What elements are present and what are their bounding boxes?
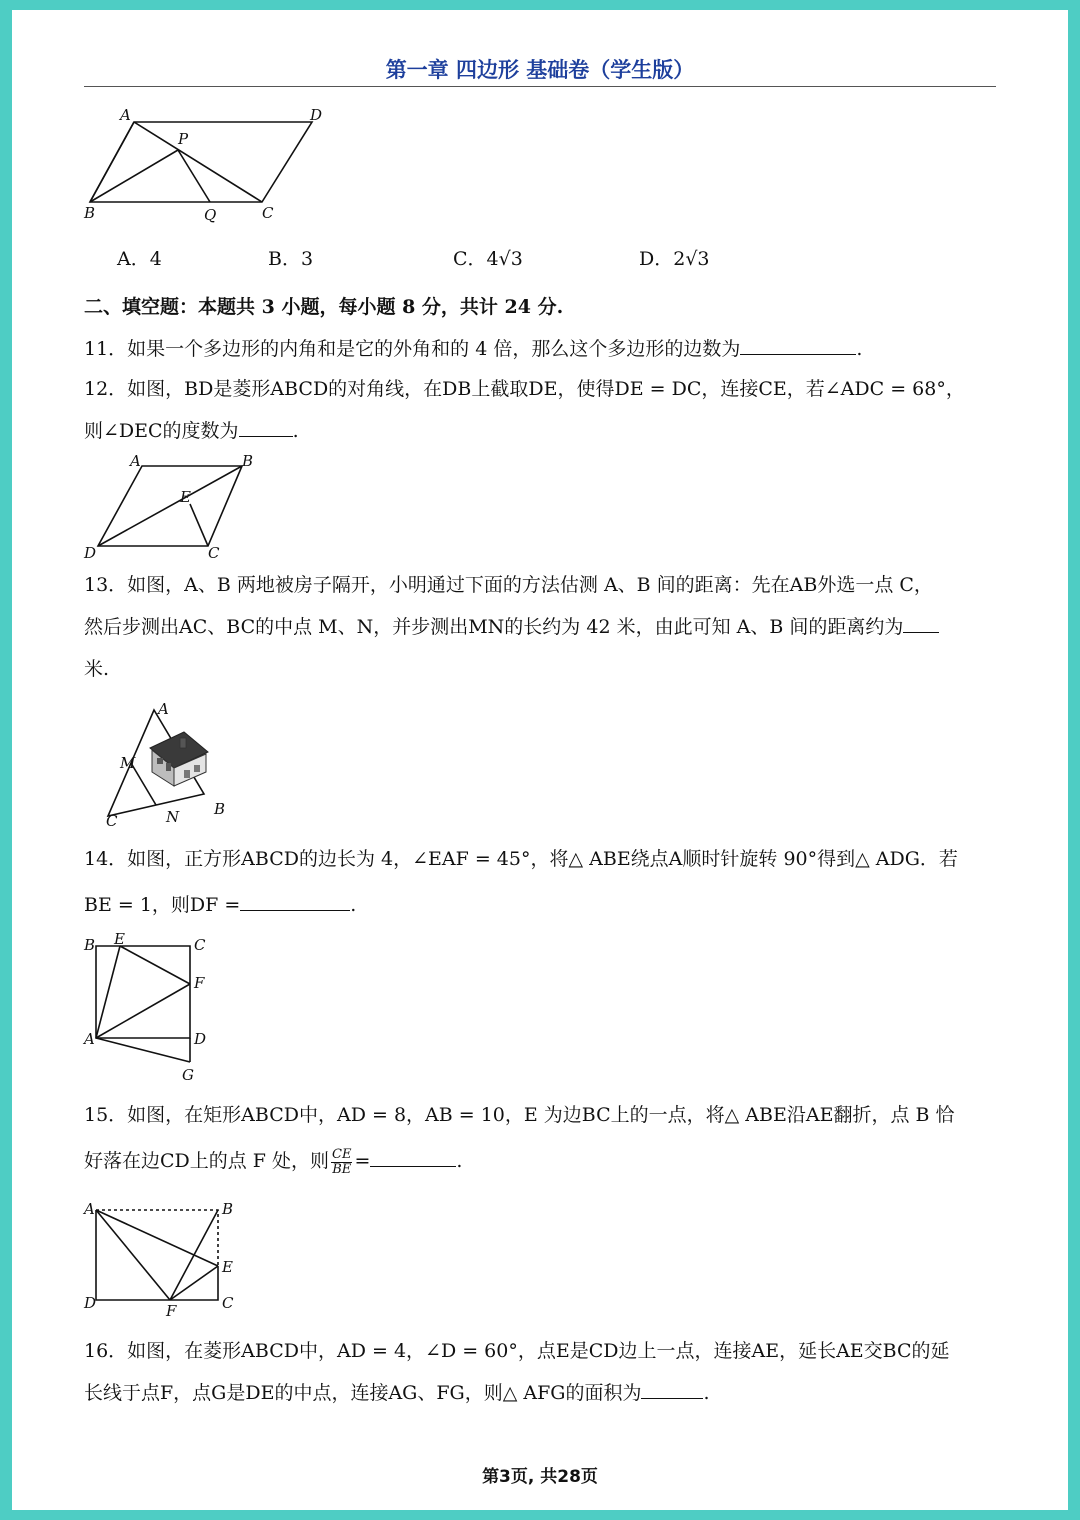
q10-segment-ab <box>90 122 134 202</box>
q14-segment-ef <box>120 946 190 984</box>
q10-option-b[interactable]: B．3 <box>268 248 314 270</box>
figure-q15 <box>82 1194 262 1322</box>
page-header: 第一章 四边形 基础卷（学生版） <box>385 58 695 82</box>
q14-label: B <box>84 936 96 954</box>
q14-answer-blank[interactable] <box>240 892 350 911</box>
q13-label: N <box>166 808 180 826</box>
q14-label: D <box>194 1030 207 1048</box>
section-title: 二、填空题：本题共 3 小题，每小题 8 分，共计 24 分. <box>84 296 564 318</box>
question-13-line1: 13．如图，A、B 两地被房子隔开，小明通过下面的方法估测 A、B 间的距离：先在AB外选一点 C， <box>84 574 933 596</box>
q15-label: E <box>222 1258 233 1276</box>
question-16-line2: 长线于点F，点G是DE的中点，连接AG、FG，则△ AFG的面积为 . <box>84 1382 710 1404</box>
q10-segment-bp <box>90 150 178 202</box>
q15-segment-fb <box>170 1210 218 1300</box>
question-15-line1: 15．如图，在矩形ABCD中，AD = 8，AB = 10，E 为边BC上的一点，将△ ABE沿AE翻折，点 B 恰 <box>84 1104 955 1126</box>
q15-label: A <box>84 1200 95 1218</box>
question-12-line1: 12．如图，BD是菱形ABCD的对角线，在DB上截取DE，使得DE = DC，连接CE，若∠ADC = 68°， <box>84 378 965 400</box>
q15-rectangle-solid <box>96 1210 218 1300</box>
q15-fraction-numerator: CE <box>332 1146 352 1162</box>
q14-label: C <box>194 936 206 954</box>
q12-label: A <box>130 454 141 470</box>
question-14-line2: BE = 1，则DF = . <box>84 894 357 916</box>
q10-option-a[interactable]: A．4 <box>117 248 162 270</box>
q13-label: B <box>214 800 226 818</box>
q16-answer-blank[interactable] <box>641 1380 703 1399</box>
q15-label: B <box>222 1200 234 1218</box>
q15-segment-af <box>96 1210 170 1300</box>
q14-label: F <box>194 974 205 992</box>
q14-segment-ag <box>96 1038 190 1062</box>
house-icon <box>150 732 208 786</box>
page-footer: 第3页, 共28页 <box>482 1467 598 1487</box>
q12-label: D <box>84 544 97 558</box>
figure-q12 <box>82 454 262 558</box>
figure-q14 <box>82 932 232 1088</box>
q15-label: C <box>222 1294 234 1312</box>
q14-segment-af <box>96 984 190 1038</box>
q11-answer-blank[interactable] <box>740 336 856 355</box>
q12-answer-blank[interactable] <box>239 418 293 437</box>
question-13-line2 <box>84 612 939 639</box>
q10-label: Q <box>204 206 217 224</box>
q14-label: A <box>84 1030 95 1048</box>
q12-label: C <box>208 544 220 558</box>
q15-text-pre: 好落在边CD上的点 F 处，则 <box>84 1150 330 1172</box>
q16-text: 长线于点F，点G是DE的中点，连接AG、FG，则△ AFG的面积为 <box>84 1382 642 1404</box>
q15-label: D <box>84 1294 97 1312</box>
question-16-line1: 16．如图，在菱形ABCD中，AD = 4，∠D = 60°，点E是CD边上一点，连接AE，延长AE交BC的延 <box>84 1340 950 1362</box>
q15-segment-fe <box>170 1266 218 1300</box>
q10-label: A <box>120 106 131 124</box>
q10-segment-pq <box>178 150 210 202</box>
q12-label: E <box>180 488 191 506</box>
q15-fraction <box>331 1148 352 1177</box>
q15-answer-blank[interactable] <box>370 1148 456 1167</box>
q15-label: F <box>166 1302 177 1320</box>
question-15-line2: 好落在边CD上的点 F 处，则 $\frac{CE}{BE}$ = . <box>84 1146 463 1177</box>
q14-text: BE = 1，则DF = <box>84 894 241 916</box>
q13-answer-blank[interactable] <box>903 614 939 633</box>
q10-label: C <box>262 204 274 222</box>
question-14-line1: 14．如图，正方形ABCD的边长为 4，∠EAF = 45°，将△ ABE绕点A顺时针旋转 90°得到△ ADG．若 <box>84 848 958 870</box>
header-rule <box>84 86 996 87</box>
question-12-line2: 则∠DEC的度数为 . <box>84 420 299 442</box>
q10-label: P <box>178 130 189 148</box>
q10-option-d[interactable]: D．2√3 <box>639 248 710 270</box>
page <box>12 10 1068 1510</box>
q15-segment-ae <box>96 1210 218 1266</box>
question-13-line3: 米. <box>84 658 110 680</box>
q11-text: 11．如果一个多边形的内角和是它的外角和的 4 倍，那么这个多边形的边数为 <box>84 338 741 360</box>
q10-diagonal-ac <box>134 122 262 202</box>
question-11: 11．如果一个多边形的内角和是它的外角和的 4 倍，那么这个多边形的边数为 . <box>84 338 863 360</box>
q10-label: D <box>310 106 323 124</box>
q12-label: B <box>242 454 254 470</box>
q13-label: A <box>158 700 169 718</box>
q13-label: M <box>120 754 136 772</box>
q14-label: E <box>114 932 125 948</box>
q13-text: 然后步测出AC、BC的中点 M、N，并步测出MN的长约为 42 米，由此可知 A、B 间的距离约为 <box>84 616 904 638</box>
q14-label: G <box>182 1066 194 1084</box>
q12-text: 则∠DEC的度数为 <box>84 420 239 442</box>
q10-label: B <box>84 204 96 222</box>
q10-option-c[interactable]: C．4√3 <box>453 248 523 270</box>
q10-parallelogram <box>90 122 312 202</box>
q12-segment-ec <box>190 504 208 546</box>
figure-q13 <box>88 690 238 830</box>
figure-q10 <box>82 104 342 224</box>
q14-segment-ae <box>96 946 120 1038</box>
q15-fraction-denominator: BE <box>332 1161 352 1177</box>
q13-label: C <box>106 812 118 830</box>
q15-text-post: = <box>354 1150 371 1172</box>
